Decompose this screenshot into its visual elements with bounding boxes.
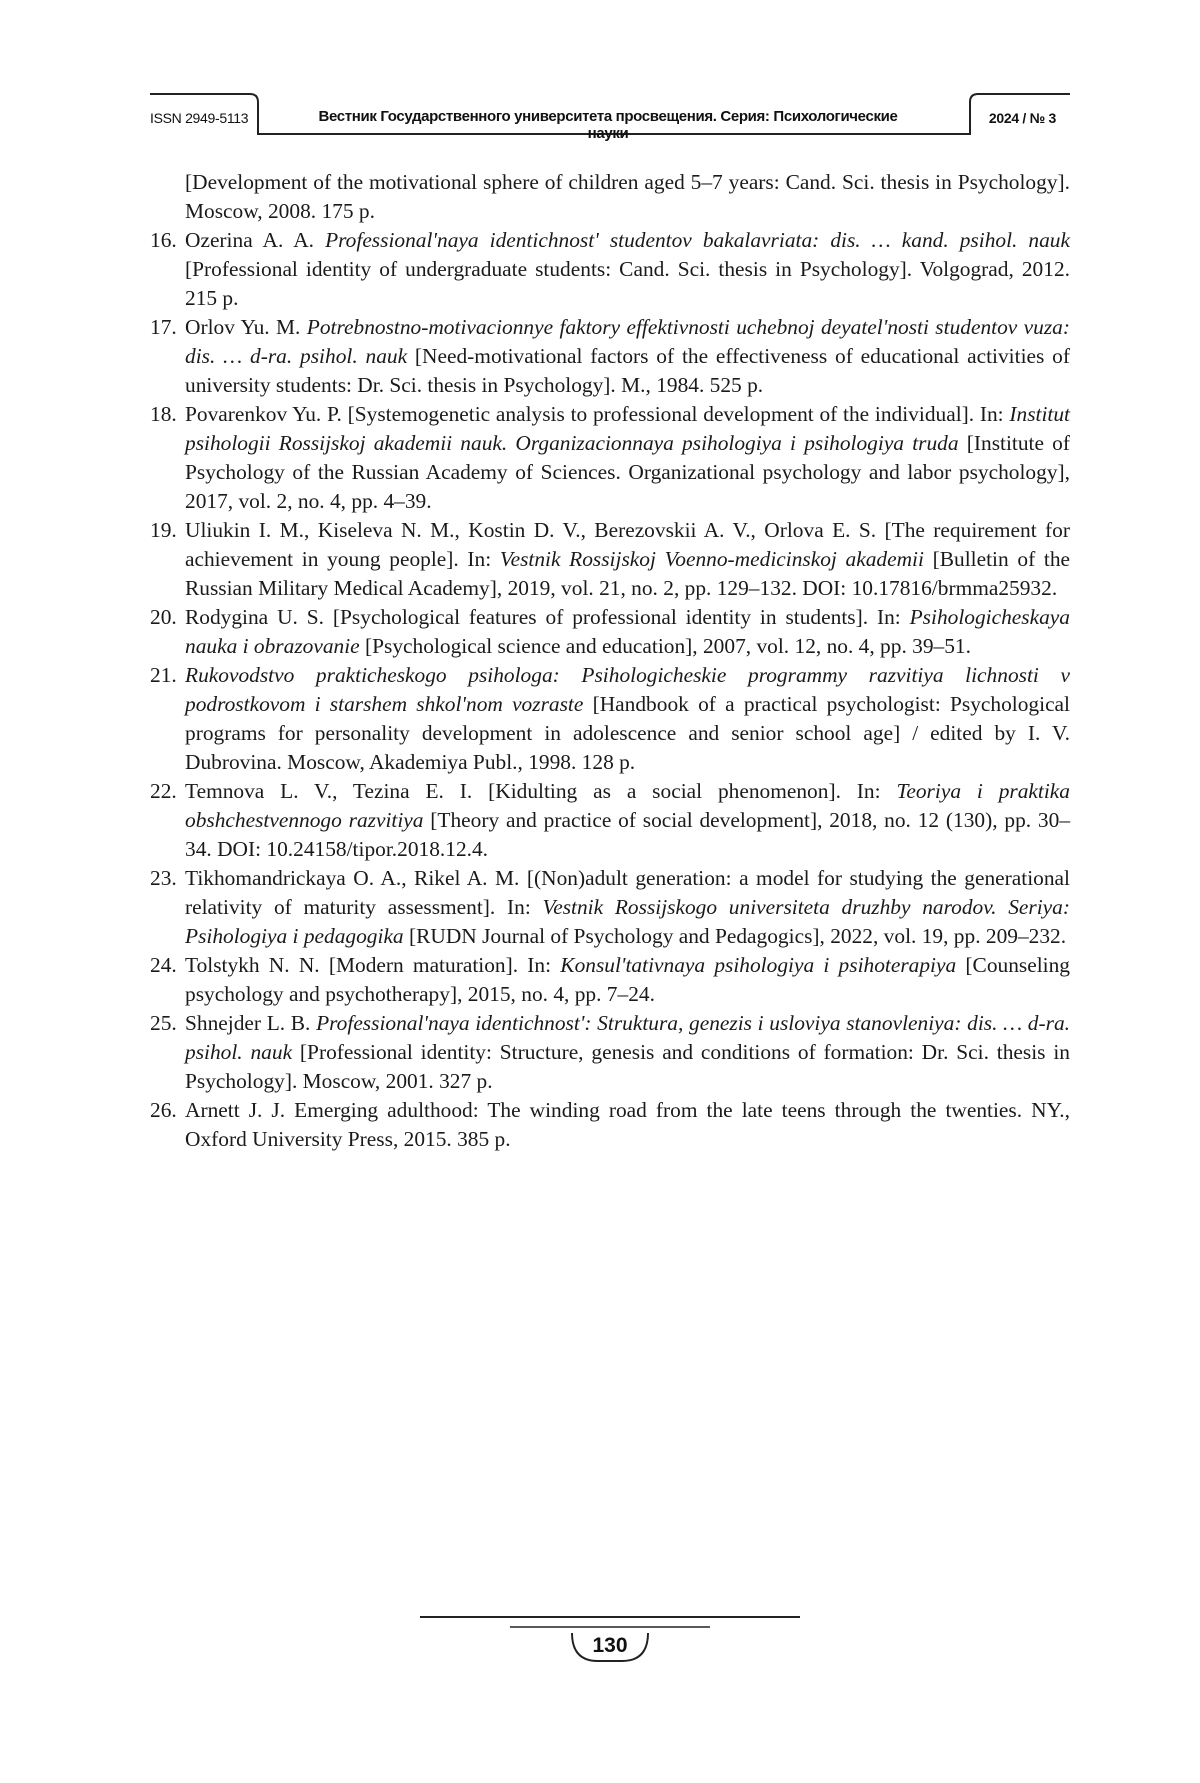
reference-item — [150, 516, 1070, 603]
reference-number: 18. — [150, 402, 177, 426]
reference-text: Povarenkov Yu. P. [Systemogenetic analysis to professional development of the individual]. In: — [185, 402, 1010, 426]
reference-title-italic: Vestnik Rossijskoj Voenno-medicinskoj akademii — [499, 547, 924, 571]
reference-text: Ozerina A. A. — [185, 228, 326, 252]
reference-title-italic: Professional'naya identichnost': Struktura, genezis i usloviya stanovleniya: dis. … d-ra. psihol. nauk — [185, 1011, 1070, 1064]
reference-number: 17. — [150, 315, 177, 339]
reference-text: [Institute of Psychology of the Russian Academy of Sciences. Organizational psychology and labor psychology], 2017, vol. 2, no. 4, pp. 4–39. — [185, 431, 1070, 513]
reference-text: [RUDN Journal of Psychology and Pedagogics], 2022, vol. 19, pp. 209–232. — [403, 924, 1067, 948]
reference-text: Tikhomandrickaya O. A., Rikel A. M. [(Non)adult generation: a model for studying the generational relativity of maturity assessment]. In: — [185, 866, 1070, 919]
reference-item — [150, 1009, 1070, 1096]
reference-item — [150, 951, 1070, 1009]
reference-text: [Handbook of a practical psychologist: Psychological programs for personality development in adolescence and senior school age] / edited by I. V. Dubrovina. Moscow, Akademiya Publ., 1998. 128 p. — [185, 692, 1070, 774]
reference-list — [150, 168, 1070, 1154]
reference-item — [150, 777, 1070, 864]
reference-text: [Professional identity of undergraduate students: Cand. Sci. thesis in Psychology]. Volgograd, 2012. 215 p. — [185, 257, 1070, 310]
issn: ISSN 2949-5113 — [150, 110, 249, 126]
reference-text: [Counseling psychology and psychotherapy], 2015, no. 4, pp. 7–24. — [185, 953, 1071, 1006]
reference-number: 16. — [150, 228, 177, 252]
reference-number: 22. — [150, 779, 177, 803]
reference-item — [150, 661, 1070, 777]
page-number: 130 — [592, 1634, 628, 1657]
reference-text: [Bulletin of the Russian Military Medical Academy], 2019, vol. 21, no. 2, pp. 129–132. DOI: 10.17816/brmma25932. — [185, 547, 1071, 600]
reference-number: 25. — [150, 1011, 177, 1035]
reference-title-italic: Teoriya i praktika obshchestvennogo razvitiya — [185, 779, 1070, 832]
reference-number: 23. — [150, 866, 177, 890]
reference-number: 26. — [150, 1098, 177, 1122]
reference-item — [150, 603, 1070, 661]
reference-item — [150, 400, 1070, 516]
reference-item — [150, 226, 1070, 313]
reference-text: Temnova L. V., Tezina E. I. [Kidulting as a social phenomenon]. In: — [185, 779, 897, 803]
reference-text: Shnejder L. B. — [185, 1011, 317, 1035]
reference-text: [Need-motivational factors of the effectiveness of educational activities of university students: Dr. Sci. thesis in Psychology]. M., 1984. 525 p. — [185, 344, 1070, 397]
reference-text: Orlov Yu. M. — [185, 315, 307, 339]
reference-title-italic: Institut psihologii Rossijskoj akademii nauk. Organizacionnaya psihologiya i psihologiya truda — [185, 402, 1070, 455]
reference-number: 20. — [150, 605, 177, 629]
reference-title-italic: Potrebnostno-motivacionnye faktory effektivnosti uchebnoj deyatel'nosti studentov vuza: dis. … d-ra. psihol. nauk — [185, 315, 1071, 368]
running-header — [150, 90, 1070, 142]
page-footer — [420, 1615, 800, 1675]
reference-text: Rodygina U. S. [Psychological features of professional identity in students]. In: — [185, 605, 910, 629]
reference-title-italic: Psihologicheskaya nauka i obrazovanie — [185, 605, 1070, 658]
reference-text: Arnett J. J. Emerging adulthood: The winding road from the late teens through the twenties. NY., Oxford University Press, 2015. 385 p. — [185, 1098, 1070, 1151]
reference-item — [150, 313, 1070, 400]
reference-number: 19. — [150, 518, 177, 542]
reference-text: [Development of the motivational sphere of children aged 5–7 years: Cand. Sci. thesis in Psychology]. Moscow, 2008. 175 p. — [185, 170, 1070, 223]
reference-number: 24. — [150, 953, 177, 977]
journal-title: Вестник Государственного университета просвещения. Серия: Психологические науки — [318, 108, 898, 142]
reference-title-italic: Rukovodstvo prakticheskogo psihologa: Psihologicheskie programmy razvitiya lichnosti v podrostkovom i starshem shkol'nom vozraste — [185, 663, 1070, 716]
reference-text: Uliukin I. M., Kiseleva N. M., Kostin D. V., Berezovskii A. V., Orlova E. S. [The requirement for achievement in young people]. In: — [185, 518, 1070, 571]
reference-text: [Theory and practice of social development], 2018, no. 12 (130), pp. 30–34. DOI: 10.24158/tipor.2018.12.4. — [185, 808, 1071, 861]
reference-text: [Professional identity: Structure, genesis and conditions of formation: Dr. Sci. thesis in Psychology]. Moscow, 2001. 327 p. — [185, 1040, 1070, 1093]
reference-item — [150, 864, 1070, 951]
reference-title-italic: Konsul'tativnaya psihologiya i psihoterapiya — [560, 953, 957, 977]
reference-item — [150, 1096, 1070, 1154]
reference-number: 21. — [150, 663, 177, 687]
reference-text: [Psychological science and education], 2007, vol. 12, no. 4, pp. 39–51. — [359, 634, 971, 658]
reference-title-italic: Professional'naya identichnost' studentov bakalavriata: dis. … kand. psihol. nauk — [325, 228, 1071, 252]
reference-text: Tolstykh N. N. [Modern maturation]. In: — [185, 953, 561, 977]
reference-item — [150, 168, 1070, 226]
issue-number: 2024 / № 3 — [988, 110, 1056, 126]
reference-title-italic: Vestnik Rossijskogo universiteta druzhby narodov. Seriya: Psihologiya i pedagogika — [185, 895, 1070, 948]
